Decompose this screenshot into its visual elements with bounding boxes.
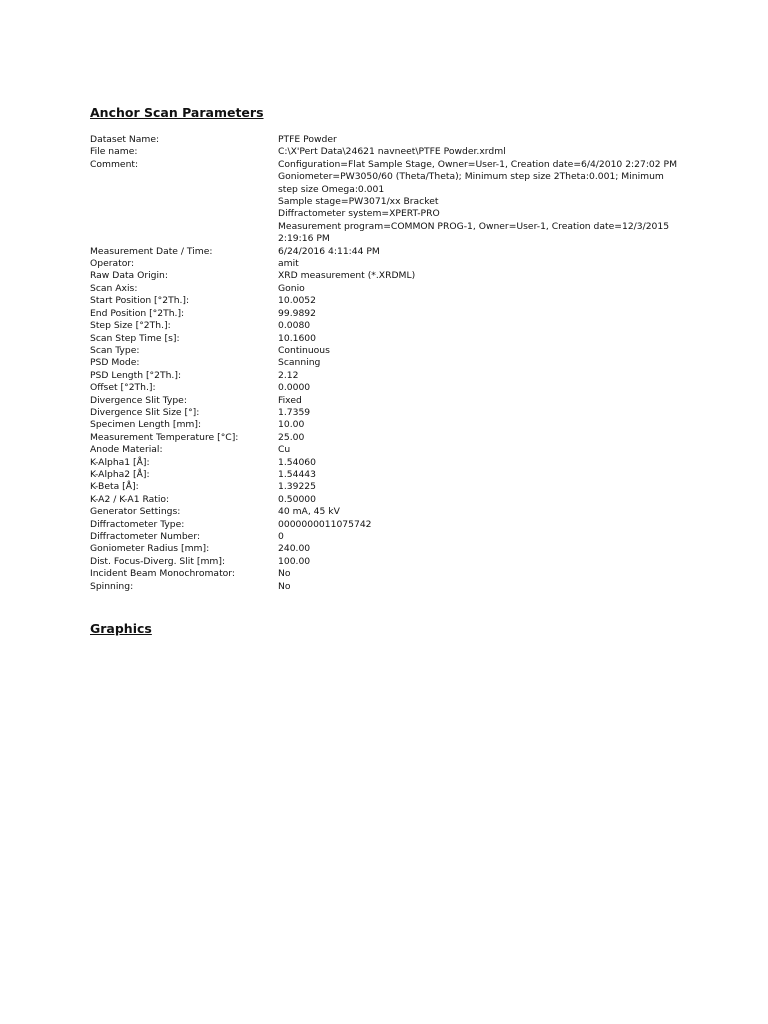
- param-value: [278, 258, 678, 270]
- param-value: [278, 543, 678, 555]
- param-label: PSD Length [°2Th.]:: [90, 369, 182, 381]
- param-value: [278, 457, 678, 469]
- param-value-text: 0: [278, 531, 284, 542]
- param-row: [90, 457, 690, 469]
- param-value: [278, 134, 678, 146]
- param-value-text: Gonio: [278, 282, 305, 294]
- param-label: Diffractometer Type:: [90, 518, 185, 530]
- param-value: [278, 432, 678, 444]
- param-value-text: 10.0052: [278, 295, 316, 307]
- param-row: [90, 556, 690, 568]
- param-label: Dist. Focus-Diverg. Slit [mm]:: [90, 555, 226, 567]
- param-label: Diffractometer Number:: [90, 531, 201, 542]
- param-value: [278, 159, 678, 246]
- param-value: [278, 519, 678, 531]
- param-value-text: 6/24/2016 4:11:44 PM: [278, 245, 380, 257]
- param-value: [278, 568, 678, 580]
- param-value-text: No: [278, 568, 291, 580]
- param-value: [278, 295, 678, 307]
- param-value-text: 1.54060: [278, 456, 316, 468]
- param-label: Scan Type:: [90, 344, 140, 356]
- param-value-text: 0.50000: [278, 493, 316, 505]
- param-row: [90, 308, 690, 320]
- param-label: Operator:: [90, 258, 135, 270]
- param-row: [90, 270, 690, 282]
- param-value-text: 2.12: [278, 369, 299, 381]
- param-value-text: 0.0000: [278, 382, 311, 394]
- param-row: [90, 519, 690, 531]
- param-value: [278, 320, 678, 332]
- param-row: [90, 444, 690, 456]
- param-value-text: 1.54443: [278, 468, 316, 480]
- param-row: [90, 345, 690, 357]
- param-row: [90, 568, 690, 580]
- param-value-text: Continuous: [278, 344, 330, 356]
- param-row: [90, 494, 690, 506]
- param-value: [278, 270, 678, 282]
- param-value: [278, 506, 678, 518]
- param-label: Measurement Date / Time:: [90, 245, 213, 257]
- param-label: K-Alpha1 [Å]:: [90, 456, 150, 468]
- param-value-text: Cu: [278, 444, 291, 456]
- param-row: [90, 370, 690, 382]
- param-value: [278, 246, 678, 258]
- param-value-text: Scanning: [278, 357, 321, 369]
- param-label: Divergence Slit Type:: [90, 394, 187, 406]
- param-row: [90, 432, 690, 444]
- param-label: Offset [°2Th.]:: [90, 382, 156, 394]
- param-value-text: 10.00: [278, 419, 305, 431]
- param-row: [90, 581, 690, 593]
- param-row: [90, 419, 690, 431]
- param-value: [278, 494, 678, 506]
- param-value-text: Fixed: [278, 394, 302, 406]
- param-label: Spinning:: [90, 580, 134, 592]
- param-value: [278, 419, 678, 431]
- param-row: [90, 246, 690, 258]
- param-value-text: PTFE Powder: [278, 134, 337, 145]
- comment-line: Goniometer=PW3050/60 (Theta/Theta); Minimum step size 2Theta:0.001; Minimum step size Omega:0.001: [278, 171, 664, 195]
- param-label: Step Size [°2Th.]:: [90, 320, 171, 332]
- param-value: [278, 444, 678, 456]
- param-row: [90, 395, 690, 407]
- param-value: [278, 531, 678, 543]
- param-row: [90, 469, 690, 481]
- param-row: [90, 543, 690, 555]
- param-value-text: 1.7359: [278, 406, 311, 418]
- param-label: Anode Material:: [90, 444, 163, 456]
- param-row: [90, 357, 690, 369]
- param-label: PSD Mode:: [90, 357, 140, 369]
- param-value-text: 240.00: [278, 543, 311, 555]
- param-label: Start Position [°2Th.]:: [90, 295, 190, 307]
- param-label: Incident Beam Monochromator:: [90, 568, 235, 580]
- param-value: [278, 283, 678, 295]
- param-value: [278, 407, 678, 419]
- param-label: K-Beta [Å]:: [90, 481, 139, 493]
- param-value-text: 10.1600: [278, 332, 316, 344]
- param-value: [278, 581, 678, 593]
- param-label: Divergence Slit Size [°]:: [90, 406, 200, 418]
- comment-line: Sample stage=PW3071/xx Bracket: [278, 196, 439, 208]
- param-label: Specimen Length [mm]:: [90, 419, 202, 431]
- comment-line: Configuration=Flat Sample Stage, Owner=User-1, Creation date=6/4/2010 2:27:02 PM: [278, 158, 678, 170]
- param-label: File name:: [90, 146, 138, 158]
- param-row: [90, 295, 690, 307]
- param-label: K-A2 / K-A1 Ratio:: [90, 493, 170, 505]
- param-value-text: XRD measurement (*.XRDML): [278, 270, 416, 282]
- param-value: [278, 370, 678, 382]
- param-value-text: C:\X'Pert Data\24621 navneet\PTFE Powder.xrdml: [278, 146, 506, 158]
- param-value-text: 1.39225: [278, 481, 316, 493]
- param-label: Measurement Temperature [°C]:: [90, 431, 239, 443]
- param-value: [278, 395, 678, 407]
- param-value-text: 99.9892: [278, 307, 316, 319]
- param-row: [90, 531, 690, 543]
- param-row: [90, 333, 690, 345]
- param-value-text: 0000000011075742: [278, 518, 372, 530]
- anchor-scan-parameters-heading: Anchor Scan Parameters: [90, 105, 264, 120]
- param-value: [278, 345, 678, 357]
- param-value: [278, 146, 678, 158]
- param-row: [90, 481, 690, 493]
- param-row: [90, 407, 690, 419]
- comment-line: Measurement program=COMMON PROG-1, Owner=User-1, Creation date=12/3/2015 2:19:16 PM: [278, 220, 670, 245]
- param-value: [278, 333, 678, 345]
- param-row: [90, 134, 690, 146]
- param-value-text: 40 mA, 45 kV: [278, 506, 340, 518]
- param-label: Comment:: [90, 158, 139, 170]
- param-label: Generator Settings:: [90, 506, 181, 518]
- param-row: [90, 146, 690, 158]
- param-label: Scan Axis:: [90, 282, 138, 294]
- param-value: [278, 308, 678, 320]
- param-label: Goniometer Radius [mm]:: [90, 543, 210, 555]
- param-value: [278, 556, 678, 568]
- param-row: [90, 258, 690, 270]
- param-label: Scan Step Time [s]:: [90, 332, 180, 344]
- param-value-text: 100.00: [278, 555, 311, 567]
- param-value: [278, 357, 678, 369]
- param-value-text: 25.00: [278, 431, 305, 443]
- param-row: [90, 283, 690, 295]
- param-label: Raw Data Origin:: [90, 270, 168, 282]
- param-value-text: amit: [278, 258, 299, 270]
- param-value-text: 0.0080: [278, 320, 311, 332]
- scan-parameters-list: [90, 134, 690, 593]
- param-row: [90, 159, 690, 246]
- param-value-text: No: [278, 580, 291, 592]
- param-row: [90, 506, 690, 518]
- param-row: [90, 382, 690, 394]
- param-row: [90, 320, 690, 332]
- param-label: End Position [°2Th.]:: [90, 307, 185, 319]
- param-label: K-Alpha2 [Å]:: [90, 468, 150, 480]
- comment-line: Diffractometer system=XPERT-PRO: [278, 208, 440, 220]
- param-value: [278, 469, 678, 481]
- param-value: [278, 481, 678, 493]
- graphics-heading: Graphics: [90, 621, 152, 636]
- param-value: [278, 382, 678, 394]
- param-label: Dataset Name:: [90, 134, 160, 145]
